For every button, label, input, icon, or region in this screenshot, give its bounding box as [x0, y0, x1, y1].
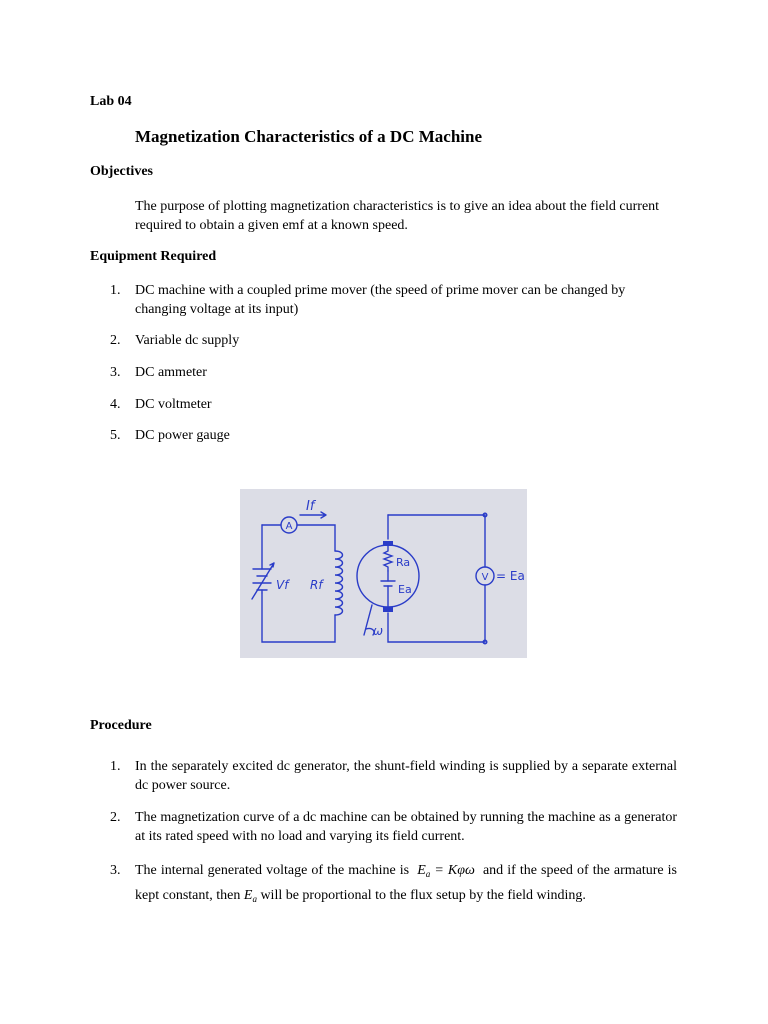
wire: [297, 525, 335, 551]
page-title: Magnetization Characteristics of a DC Machine: [135, 127, 483, 146]
procedure-text-part: will be proportional to the flux setup by the field winding.: [260, 888, 586, 903]
equation-subscript: a: [425, 869, 431, 879]
procedure-text-part: and if the speed of the armature is kept constant, then: [135, 863, 677, 903]
field-coil: [335, 551, 343, 615]
list-text: DC ammeter: [135, 365, 207, 380]
list-number: 3.: [110, 863, 121, 878]
circuit-diagram-figure: [240, 489, 527, 658]
procedure-heading: Procedure: [90, 718, 152, 733]
list-number: 3.: [110, 365, 121, 380]
list-text: Variable dc supply: [135, 333, 240, 348]
lab-number: Lab 04: [90, 94, 132, 109]
brush-bottom: [383, 607, 393, 612]
list-number: 5.: [110, 428, 121, 443]
list-number: 4.: [110, 397, 121, 412]
shaft-line: [364, 605, 372, 635]
equipment-heading: Equipment Required: [90, 249, 217, 264]
objectives-heading: Objectives: [90, 164, 153, 179]
procedure-text-part: The internal generated voltage of the machine is: [135, 863, 410, 878]
field-current-label: If: [306, 499, 315, 514]
list-number: 1.: [110, 283, 121, 298]
variable-symbol: E: [243, 888, 253, 903]
list-text: In the separately excited dc generator, the shunt-field winding is supplied by a separate external dc power source.: [135, 759, 677, 793]
voltmeter-reading-label: = Ea: [496, 569, 525, 583]
speed-label: ω: [373, 624, 384, 638]
voltmeter-label: V: [481, 572, 489, 583]
wire: [388, 613, 485, 642]
variable: [244, 888, 257, 903]
list-text: DC voltmeter: [135, 397, 212, 412]
equation-rhs: = Kφω: [434, 863, 475, 878]
armature-emf-source: [381, 581, 395, 586]
list-text: The magnetization curve of a dc machine can be obtained by running the machine as a generator at its rated speed with no load and varying its field current.: [135, 810, 677, 844]
list-number: 2.: [110, 333, 121, 348]
brush-top: [383, 541, 393, 546]
wire: [262, 593, 335, 642]
armature-resistor: [384, 545, 392, 571]
ammeter-label: A: [285, 521, 293, 532]
armature-resistance-label: Ra: [396, 556, 411, 569]
objectives-text: The purpose of plotting magnetization characteristics is to give an idea about the field current required to obtain a given emf at a known speed.: [135, 199, 660, 233]
equation: [413, 863, 479, 878]
field-resistance-label: Rf: [310, 578, 323, 592]
equation-symbol: E: [417, 863, 426, 878]
variable-subscript: a: [252, 894, 257, 904]
source-voltage-label: Vf: [276, 578, 289, 592]
list-number: 2.: [110, 810, 121, 825]
list-number: 1.: [110, 759, 121, 774]
list-text: DC power gauge: [135, 428, 230, 443]
circuit-diagram: [240, 489, 527, 658]
list-text: [135, 860, 677, 910]
list-text: DC machine with a coupled prime mover (the speed of prime mover can be changed by changing voltage at its input): [135, 283, 626, 317]
armature-emf-label: Ea: [398, 583, 412, 596]
